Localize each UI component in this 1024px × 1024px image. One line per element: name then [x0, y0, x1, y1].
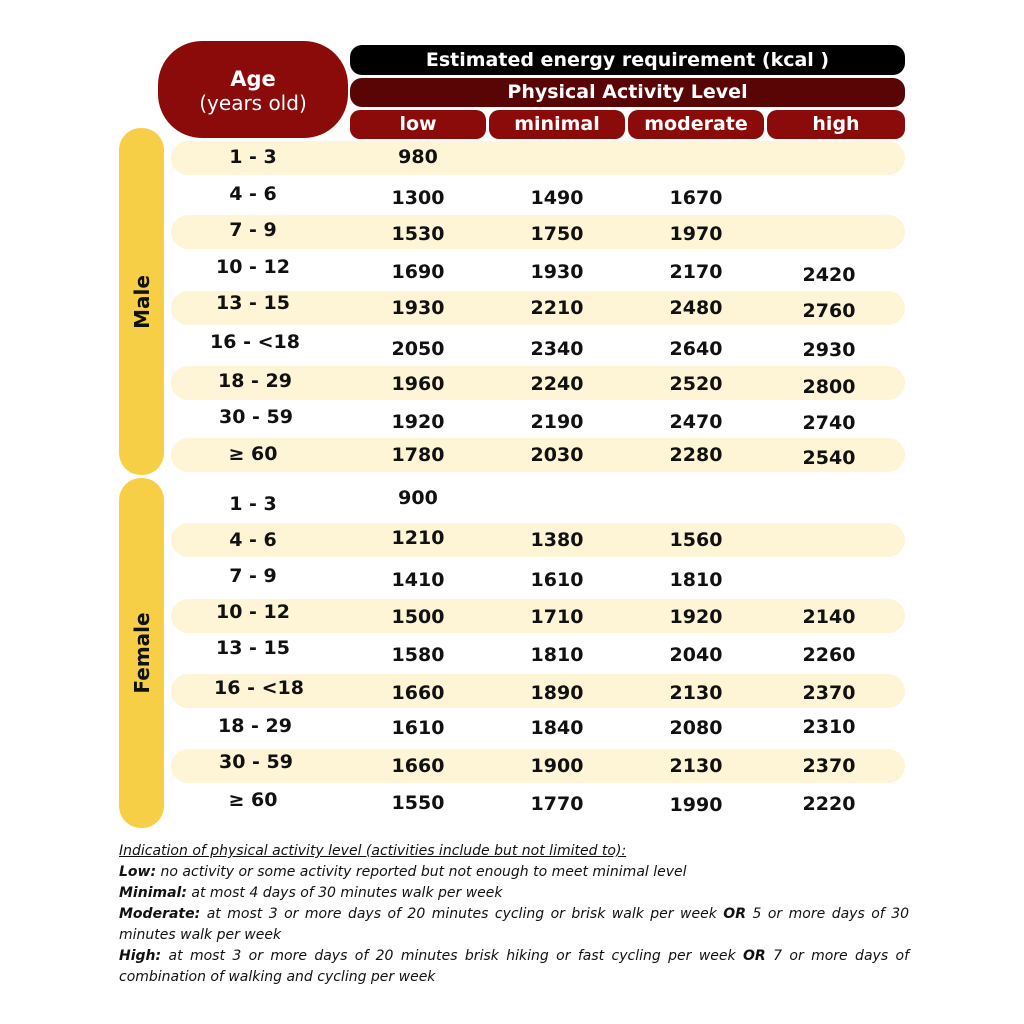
female-low-cell: 1550 [391, 792, 445, 814]
female-age-cell: 1 - 3 [229, 493, 277, 515]
female-side-label [119, 478, 164, 828]
male-age-cell: 16 - <18 [210, 331, 300, 353]
note-or: OR [723, 906, 746, 922]
male-minimal-cell: 2340 [530, 338, 584, 360]
male-low-cell: 1690 [391, 261, 445, 283]
note-text: at most 3 or more days of 20 minutes cycling or brisk walk per week [200, 906, 724, 922]
note-moderate [119, 904, 909, 946]
male-moderate-cell: 2470 [669, 411, 723, 433]
note-or: OR [743, 948, 766, 964]
male-age-cell: 1 - 3 [229, 146, 277, 168]
note-minimal [119, 883, 909, 904]
male-high-cell: 2540 [802, 447, 856, 469]
male-minimal-cell: 2190 [530, 411, 584, 433]
female-low-cell: 1660 [391, 755, 445, 777]
column-header-minimal: minimal [489, 110, 625, 139]
note-term: High: [119, 948, 162, 964]
male-minimal-cell: 1750 [530, 223, 584, 245]
energy-requirement-title: Estimated energy requirement (kcal ) [350, 45, 905, 75]
female-minimal-cell: 1610 [530, 569, 584, 591]
note-term: Moderate: [119, 906, 201, 922]
female-moderate-cell: 1920 [669, 606, 723, 628]
activity-level-title: Physical Activity Level [350, 78, 905, 107]
female-age-cell: ≥ 60 [228, 789, 278, 811]
female-moderate-cell: 2040 [669, 644, 723, 666]
male-side-label [119, 128, 164, 475]
male-age-cell: 4 - 6 [229, 183, 277, 205]
female-age-cell: 13 - 15 [216, 637, 290, 659]
female-low-cell: 1580 [391, 644, 445, 666]
female-minimal-cell: 1770 [530, 793, 584, 815]
age-title: Age [230, 67, 276, 91]
male-high-cell: 2420 [802, 264, 856, 286]
male-age-cell: 13 - 15 [216, 292, 290, 314]
female-moderate-cell: 2130 [669, 682, 723, 704]
activity-level-notes [119, 841, 909, 988]
male-low-cell: 2050 [391, 338, 445, 360]
note-low [119, 862, 909, 883]
female-age-cell: 7 - 9 [229, 565, 277, 587]
female-minimal-cell: 1810 [530, 644, 584, 666]
column-header-low: low [350, 110, 486, 139]
note-high [119, 946, 909, 988]
female-high-cell: 2370 [802, 682, 856, 704]
male-moderate-cell: 1670 [669, 187, 723, 209]
male-low-cell: 980 [398, 146, 438, 168]
female-low-cell: 1610 [391, 717, 445, 739]
male-low-cell: 1930 [391, 297, 445, 319]
male-moderate-cell: 2280 [669, 444, 723, 466]
female-minimal-cell: 1840 [530, 717, 584, 739]
female-high-cell: 2310 [802, 716, 856, 738]
male-minimal-cell: 2240 [530, 373, 584, 395]
female-high-cell: 2140 [802, 606, 856, 628]
notes-heading: Indication of physical activity level (activities include but not limited to): [119, 843, 627, 859]
female-age-cell: 30 - 59 [219, 751, 293, 773]
note-text: at most 3 or more days of 20 minutes brisk hiking or fast cycling per week [161, 948, 743, 964]
female-low-cell: 900 [398, 487, 438, 509]
male-moderate-cell: 2170 [669, 261, 723, 283]
note-text: 7 or more days of combination of walking and cycling per week [119, 948, 909, 985]
column-header-moderate: moderate [628, 110, 764, 139]
female-age-cell: 4 - 6 [229, 529, 277, 551]
male-high-cell: 2930 [802, 339, 856, 361]
female-age-cell: 16 - <18 [214, 677, 304, 699]
female-label: Female [129, 612, 154, 694]
female-moderate-cell: 2130 [669, 755, 723, 777]
female-moderate-cell: 1810 [669, 569, 723, 591]
male-minimal-cell: 2210 [530, 297, 584, 319]
male-high-cell: 2760 [802, 300, 856, 322]
female-minimal-cell: 1890 [530, 682, 584, 704]
female-high-cell: 2370 [802, 755, 856, 777]
note-term: Minimal: [119, 885, 187, 901]
column-header-high: high [767, 110, 905, 139]
female-high-cell: 2220 [802, 793, 856, 815]
note-text: no activity or some activity reported but not enough to meet minimal level [156, 864, 687, 880]
male-moderate-cell: 2480 [669, 297, 723, 319]
male-high-cell: 2740 [802, 412, 856, 434]
male-minimal-cell: 2030 [530, 444, 584, 466]
female-age-cell: 18 - 29 [218, 715, 292, 737]
male-moderate-cell: 1970 [669, 223, 723, 245]
male-minimal-cell: 1490 [530, 187, 584, 209]
female-moderate-cell: 1560 [669, 529, 723, 551]
female-minimal-cell: 1710 [530, 606, 584, 628]
male-age-cell: 10 - 12 [216, 256, 290, 278]
male-moderate-cell: 2520 [669, 373, 723, 395]
female-minimal-cell: 1900 [530, 755, 584, 777]
female-low-cell: 1500 [391, 606, 445, 628]
note-term: Low: [119, 864, 157, 880]
age-subtitle: (years old) [199, 91, 307, 115]
male-low-cell: 1530 [391, 223, 445, 245]
male-label: Male [129, 274, 154, 329]
note-text: 5 or more days of 30 minutes walk per week [119, 906, 910, 943]
male-age-cell: ≥ 60 [228, 443, 278, 465]
male-low-cell: 1960 [391, 373, 445, 395]
male-age-cell: 30 - 59 [219, 406, 293, 428]
female-age-cell: 10 - 12 [216, 601, 290, 623]
male-low-cell: 1300 [391, 187, 445, 209]
note-text: at most 4 days of 30 minutes walk per week [186, 885, 503, 901]
female-moderate-cell: 2080 [669, 717, 723, 739]
female-minimal-cell: 1380 [530, 529, 584, 551]
male-low-cell: 1780 [391, 444, 445, 466]
male-age-cell: 7 - 9 [229, 219, 277, 241]
male-age-cell: 18 - 29 [218, 370, 292, 392]
male-high-cell: 2800 [802, 376, 856, 398]
female-moderate-cell: 1990 [669, 794, 723, 816]
male-minimal-cell: 1930 [530, 261, 584, 283]
male-low-cell: 1920 [391, 411, 445, 433]
male-moderate-cell: 2640 [669, 338, 723, 360]
female-low-cell: 1660 [391, 682, 445, 704]
female-low-cell: 1210 [391, 527, 445, 549]
female-low-cell: 1410 [391, 569, 445, 591]
age-header [158, 41, 348, 138]
female-high-cell: 2260 [802, 644, 856, 666]
